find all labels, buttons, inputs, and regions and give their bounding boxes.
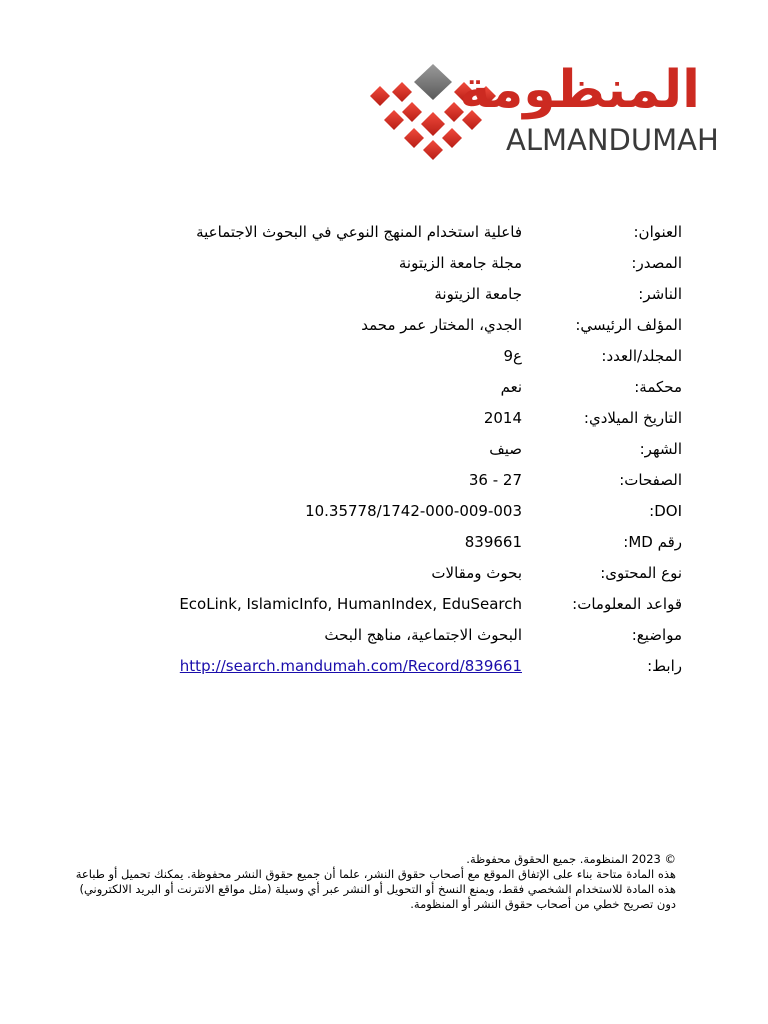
field-label: التاريخ الميلادي:	[583, 409, 682, 427]
field-value: مجلة جامعة الزيتونة	[398, 254, 522, 272]
field-md-number	[116, 532, 682, 563]
copyright-footer	[70, 852, 676, 912]
field-title	[116, 222, 682, 253]
field-label: المجلد/العدد:	[601, 347, 682, 365]
field-source	[116, 253, 682, 284]
field-label: المصدر:	[631, 254, 682, 272]
field-peer-reviewed	[116, 377, 682, 408]
field-doi	[116, 501, 682, 532]
field-label: نوع المحتوى:	[600, 564, 682, 582]
field-content-type	[116, 563, 682, 594]
field-label: الناشر:	[638, 285, 682, 303]
field-value: فاعلية استخدام المنهج النوعي في البحوث الاجتماعية	[196, 223, 522, 241]
field-value: البحوث الاجتماعية، مناهج البحث	[324, 626, 522, 644]
field-label: العنوان:	[633, 223, 682, 241]
field-value: جامعة الزيتونة	[434, 285, 522, 303]
copyright-line: © 2023 المنظومة. جميع الحقوق محفوظة.	[466, 852, 676, 866]
field-value: 10.35778/1742-000-009-003	[305, 502, 522, 520]
field-label: رقم MD:	[623, 533, 682, 551]
field-value: 839661	[464, 533, 522, 551]
record-metadata	[116, 222, 682, 687]
field-main-author	[116, 315, 682, 346]
field-label: المؤلف الرئيسي:	[575, 316, 682, 334]
field-month	[116, 439, 682, 470]
field-subjects	[116, 625, 682, 656]
field-label: الصفحات:	[619, 471, 682, 489]
field-label: قواعد المعلومات:	[572, 595, 682, 613]
record-link[interactable]: http://search.mandumah.com/Record/839661	[179, 657, 522, 675]
field-value: 27 - 36	[468, 471, 522, 489]
field-label: مواضيع:	[631, 626, 682, 644]
field-link	[116, 656, 682, 687]
field-label: الشهر:	[639, 440, 682, 458]
field-value: نعم	[500, 378, 522, 396]
field-value: بحوث ومقالات	[431, 564, 522, 582]
logo-arabic-wordmark: المنظومة	[459, 60, 700, 120]
field-volume-issue	[116, 346, 682, 377]
field-gregorian-date	[116, 408, 682, 439]
field-label: رابط:	[647, 657, 682, 675]
field-value: EcoLink, IslamicInfo, HumanIndex, EduSearch	[179, 595, 522, 613]
field-value: صيف	[489, 440, 522, 458]
field-pages	[116, 470, 682, 501]
field-publisher	[116, 284, 682, 315]
field-databases	[116, 594, 682, 625]
field-value: 2014	[483, 409, 522, 427]
usage-notice: هذه المادة متاحة بناء على الإتفاق الموقع مع أصحاب حقوق النشر، علما أن جميع حقوق النشر محفوظة. يمكنك تحميل أو طباعة هذه المادة للاستخدام الشخصي فقط، ويمنع النسخ أو التحويل أو النشر عبر أي وسيلة (مثل مواقع الانترنت أو البريد الالكتروني) دون تصريح خطي من أصحاب حقوق النشر أو المنظومة.	[75, 867, 676, 911]
logo-english-wordmark: ALMANDUMAH	[506, 123, 719, 157]
field-label: محكمة:	[634, 378, 682, 396]
almandumah-logo	[368, 60, 719, 160]
field-value: الجدي، المختار عمر محمد	[361, 316, 522, 334]
field-value	[116, 656, 522, 676]
field-value: ع9	[503, 347, 522, 365]
field-label: DOI:	[649, 502, 682, 520]
